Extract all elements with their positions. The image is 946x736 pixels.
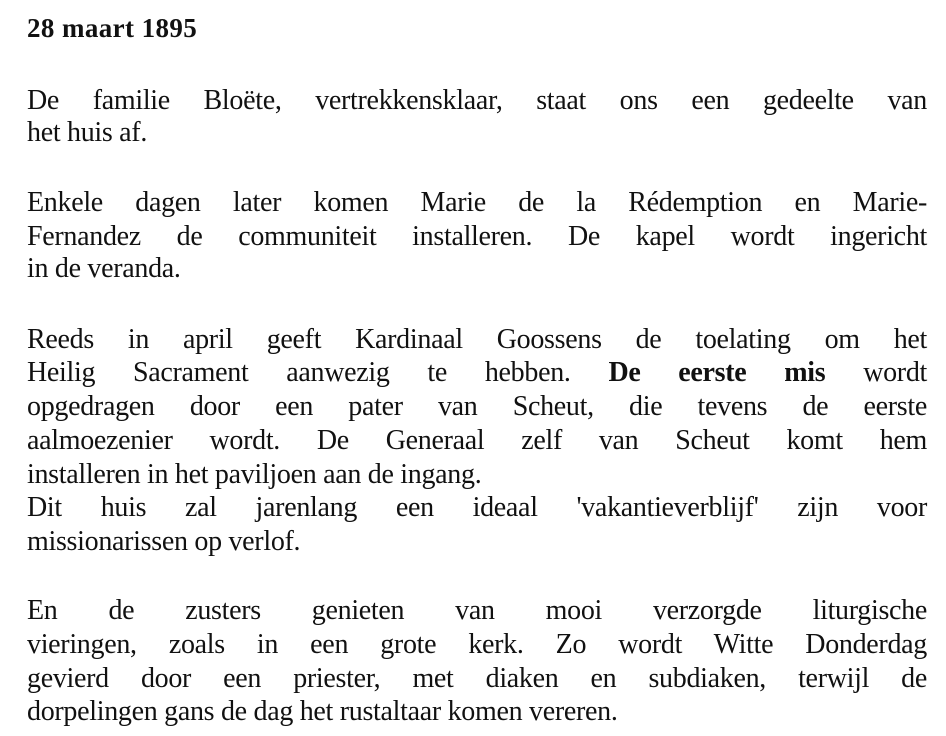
first-mass-emphasis: De eerste mis [608,357,826,388]
paragraph-4-line-3: gevierd door een priester, met diaken en subdiaken, terwijl de [27,663,927,694]
paragraph-4-line-4: dorpelingen gans de dag het rustaltaar komen vereren. [27,696,618,727]
paragraph-2-line-1: Enkele dagen later komen Marie de la Rédemption en Marie- [27,187,927,218]
date-heading: 28 maart 1895 [27,13,198,43]
paragraph-3-line-4: aalmoezenier wordt. De Generaal zelf van Scheut komt hem [27,425,927,456]
paragraph-3-line-7: missionarissen op verlof. [27,526,301,557]
paragraph-3-line-2-end: wordt [863,357,928,388]
paragraph-3-line-5: installeren in het paviljoen aan de ingang. [27,459,482,490]
paragraph-2-line-3: in de veranda. [27,253,181,284]
paragraph-4-line-2: vieringen, zoals in een grote kerk. Zo wordt Witte Donderdag [27,629,927,660]
paragraph-3-line-6: Dit huis zal jarenlang een ideaal 'vakantieverblijf' zijn voor [27,492,927,523]
paragraph-2-line-2: Fernandez de communiteit installeren. De kapel wordt ingericht [27,221,927,252]
paragraph-4-line-1: En de zusters genieten van mooi verzorgde liturgische [27,595,927,626]
paragraph-3-line-2-start: Heilig Sacrament aanwezig te hebben. [27,357,571,388]
paragraph-3-line-3: opgedragen door een pater van Scheut, die tevens de eerste [27,391,927,422]
paragraph-1-line-2: het huis af. [27,117,148,148]
paragraph-1-line-1: De familie Bloëte, vertrekkensklaar, staat ons een gedeelte van [27,85,927,116]
paragraph-3-line-2 [27,356,927,390]
paragraph-3-line-1: Reeds in april geeft Kardinaal Goossens de toelating om het [27,324,927,355]
